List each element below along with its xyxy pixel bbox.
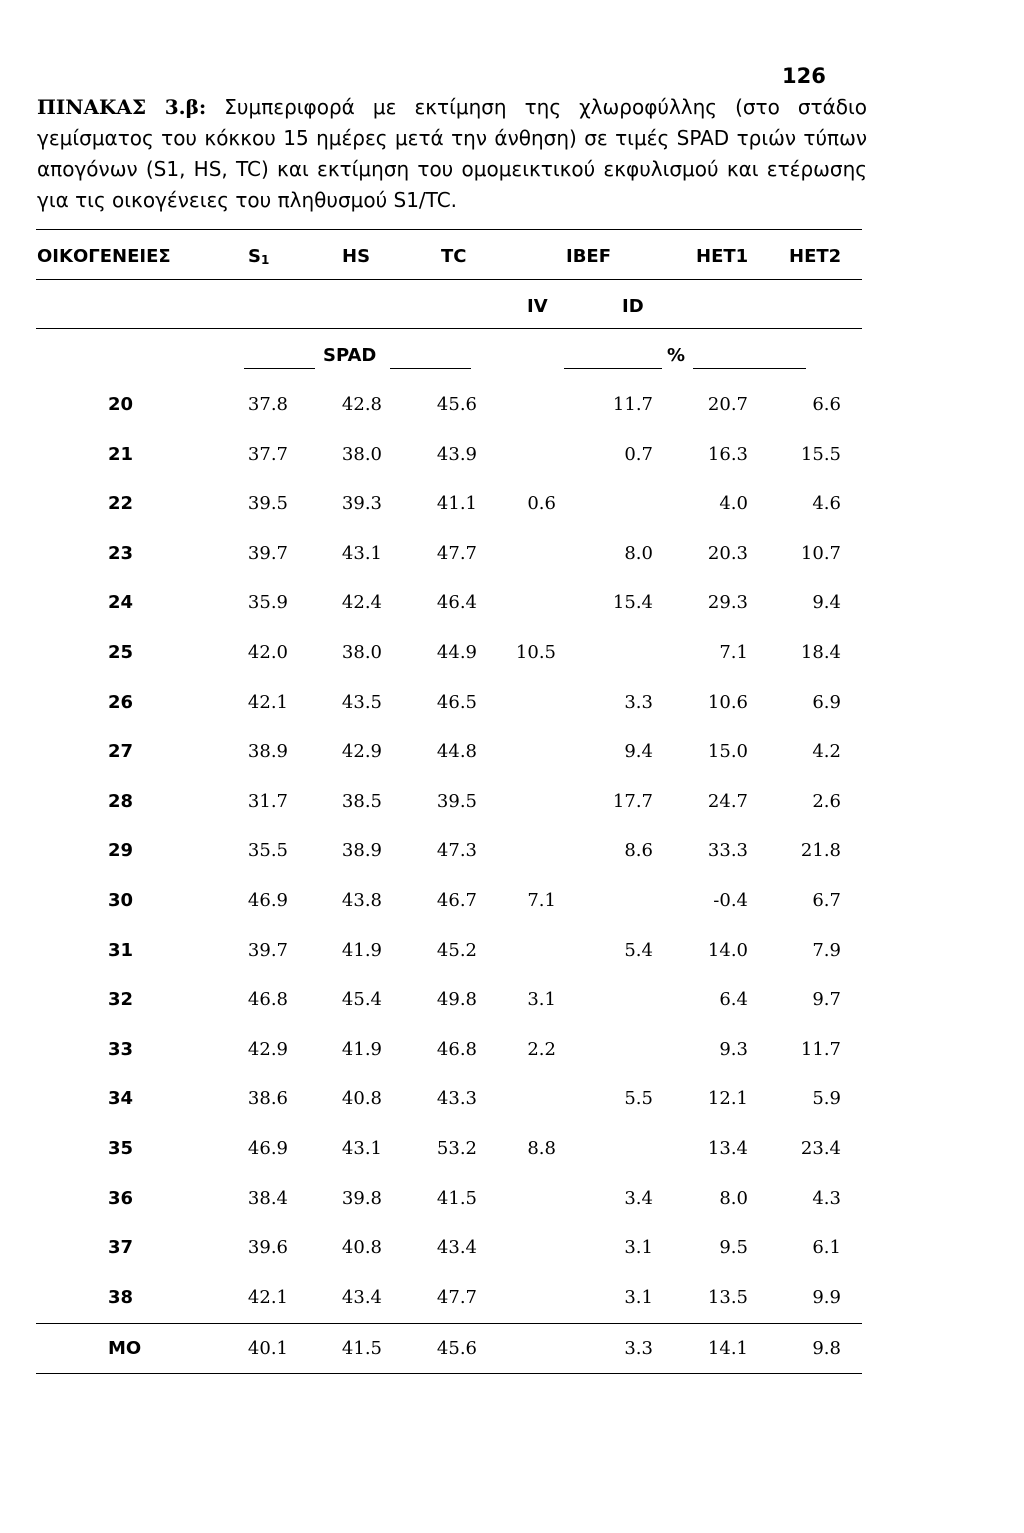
table-row <box>0 989 1024 1021</box>
cell-s1: 46.9 <box>247 890 288 911</box>
cell-id: 3.1 <box>624 1286 653 1308</box>
cell-family: 32 <box>108 989 134 1011</box>
cell-het2: 15.5 <box>800 443 841 465</box>
cell-tc: 41.1 <box>436 493 477 515</box>
cell-het2: 9.8 <box>812 1338 841 1359</box>
cell-het2: 5.9 <box>812 1088 841 1110</box>
cell-het2: 2.6 <box>812 790 841 812</box>
rule-before-mean <box>36 1323 862 1324</box>
header-id: ID <box>622 296 644 317</box>
cell-s1: 46.9 <box>247 1138 288 1159</box>
caption-text: Συμπεριφορά με εκτίμηση της χλωροφύλλης (στο στάδιο γεμίσματος του κόκκου 15 ημέρες μετά την άνθηση) σε τιμές SPAD τριών τύπων απογόνων (S1, HS, TC) και εκτίμηση του ομομεικτικού εκφυλισμού και ετέρωσης για τις οικογένειες του πληθυσμού S1/TC. <box>37 95 867 212</box>
percent-line-left <box>564 368 662 369</box>
table-row <box>0 692 1024 724</box>
cell-id: 8.6 <box>624 840 653 862</box>
cell-het2: 9.9 <box>812 1286 841 1308</box>
cell-het2: 6.1 <box>812 1237 841 1259</box>
cell-s1: 31.7 <box>247 790 288 812</box>
cell-hs: 45.4 <box>341 989 382 1011</box>
caption-lead: ΠΙΝΑΚΑΣ 3.β: <box>37 95 207 119</box>
cell-family: 22 <box>108 493 134 515</box>
cell-id: 0.7 <box>624 443 653 465</box>
cell-het2: 4.3 <box>812 1187 841 1209</box>
header-het1: HET1 <box>696 246 749 267</box>
cell-id: 17.7 <box>612 790 653 812</box>
cell-het1: 20.7 <box>707 394 748 415</box>
page-number: 126 <box>782 64 826 88</box>
header-s1-main: S <box>248 246 261 267</box>
cell-hs: 39.3 <box>341 493 382 515</box>
rule-top <box>36 229 862 230</box>
cell-het1: 14.1 <box>707 1338 748 1359</box>
cell-het1: 10.6 <box>707 691 748 713</box>
cell-hs: 43.5 <box>341 691 382 713</box>
cell-s1: 37.8 <box>247 394 288 415</box>
cell-s1: 35.5 <box>247 840 288 862</box>
cell-hs: 41.9 <box>341 1038 382 1060</box>
cell-het1: 29.3 <box>707 592 748 614</box>
cell-s1: 42.1 <box>247 1286 288 1308</box>
cell-hs: 38.0 <box>341 642 382 663</box>
cell-tc: 45.2 <box>436 939 477 961</box>
cell-hs: 39.8 <box>341 1187 382 1209</box>
cell-het2: 6.7 <box>812 890 841 911</box>
cell-tc: 47.3 <box>436 840 477 862</box>
rule-header <box>36 279 862 280</box>
table-row <box>0 840 1024 872</box>
cell-het2: 9.7 <box>812 989 841 1011</box>
cell-family: 38 <box>108 1286 134 1308</box>
header-het2: HET2 <box>789 246 842 267</box>
cell-het1: 6.4 <box>719 989 748 1011</box>
cell-hs: 43.4 <box>341 1286 382 1308</box>
cell-het1: 13.5 <box>707 1286 748 1308</box>
cell-s1: 42.0 <box>247 642 288 663</box>
cell-family: 35 <box>108 1138 134 1159</box>
cell-family: 23 <box>108 542 134 564</box>
table-row <box>0 1237 1024 1269</box>
cell-family: 24 <box>108 592 134 614</box>
cell-family: 29 <box>108 840 134 862</box>
cell-het1: 7.1 <box>719 642 748 663</box>
cell-s1: 35.9 <box>247 592 288 614</box>
cell-het1: 14.0 <box>707 939 748 961</box>
table-row <box>0 1039 1024 1071</box>
header-tc: TC <box>441 246 467 267</box>
cell-hs: 43.1 <box>341 542 382 564</box>
cell-s1: 39.7 <box>247 939 288 961</box>
cell-id: 11.7 <box>612 394 653 415</box>
table-row <box>0 1138 1024 1170</box>
cell-het1: 33.3 <box>707 840 748 862</box>
cell-iv: 7.1 <box>527 890 556 911</box>
cell-het2: 23.4 <box>800 1138 841 1159</box>
cell-s1: 42.1 <box>247 691 288 713</box>
cell-family: 31 <box>108 939 134 961</box>
cell-tc: 44.8 <box>436 741 477 763</box>
cell-tc: 45.6 <box>436 394 477 415</box>
cell-id: 9.4 <box>624 741 653 763</box>
cell-s1: 38.4 <box>247 1187 288 1209</box>
spad-line-right <box>390 368 471 369</box>
cell-family: 33 <box>108 1038 134 1060</box>
cell-het1: 24.7 <box>707 790 748 812</box>
cell-het1: 12.1 <box>707 1088 748 1110</box>
table-row <box>0 493 1024 525</box>
cell-id: 5.5 <box>624 1088 653 1110</box>
table-row <box>0 394 1024 426</box>
cell-hs: 38.9 <box>341 840 382 862</box>
cell-tc: 53.2 <box>436 1138 477 1159</box>
cell-family: 36 <box>108 1187 134 1209</box>
table-row <box>0 444 1024 476</box>
cell-s1: 39.7 <box>247 542 288 564</box>
cell-family: 25 <box>108 642 134 663</box>
cell-tc: 43.4 <box>436 1237 477 1259</box>
cell-s1: 38.6 <box>247 1088 288 1110</box>
cell-hs: 42.4 <box>341 592 382 614</box>
cell-het2: 10.7 <box>800 542 841 564</box>
table-row <box>0 791 1024 823</box>
rule-subheader <box>36 328 862 329</box>
cell-het2: 4.6 <box>812 493 841 515</box>
header-ibef: IBEF <box>566 246 612 267</box>
cell-hs: 43.8 <box>341 890 382 911</box>
cell-het1: 15.0 <box>707 741 748 763</box>
cell-family: ΜΟ <box>108 1338 142 1359</box>
cell-family: 30 <box>108 890 134 911</box>
table-row <box>0 1088 1024 1120</box>
cell-s1: 46.8 <box>247 989 288 1011</box>
table-row <box>0 1188 1024 1220</box>
cell-tc: 39.5 <box>436 790 477 812</box>
cell-het1: 8.0 <box>719 1187 748 1209</box>
cell-het2: 6.6 <box>812 394 841 415</box>
table-row <box>0 890 1024 922</box>
cell-iv: 2.2 <box>527 1038 556 1060</box>
cell-family: 37 <box>108 1237 134 1259</box>
table-row <box>0 642 1024 674</box>
cell-hs: 40.8 <box>341 1088 382 1110</box>
cell-hs: 43.1 <box>341 1138 382 1159</box>
cell-id: 3.4 <box>624 1187 653 1209</box>
cell-hs: 40.8 <box>341 1237 382 1259</box>
header-s1-sub: 1 <box>260 253 270 267</box>
table-row <box>0 592 1024 624</box>
cell-het1: -0.4 <box>713 890 748 911</box>
cell-family: 34 <box>108 1088 134 1110</box>
cell-family: 27 <box>108 741 134 763</box>
cell-family: 26 <box>108 691 134 713</box>
cell-id: 15.4 <box>612 592 653 614</box>
unit-spad: SPAD <box>323 345 377 366</box>
cell-het1: 16.3 <box>707 443 748 465</box>
cell-hs: 38.0 <box>341 443 382 465</box>
rule-bottom <box>36 1373 862 1374</box>
percent-line-right <box>693 368 806 369</box>
cell-tc: 46.8 <box>436 1038 477 1060</box>
cell-id: 5.4 <box>624 939 653 961</box>
cell-s1: 37.7 <box>247 443 288 465</box>
cell-het2: 11.7 <box>800 1038 841 1060</box>
cell-tc: 47.7 <box>436 1286 477 1308</box>
cell-iv: 0.6 <box>527 493 556 515</box>
cell-s1: 42.9 <box>247 1038 288 1060</box>
cell-id: 3.3 <box>624 691 653 713</box>
cell-iv: 10.5 <box>515 642 556 663</box>
cell-tc: 43.3 <box>436 1088 477 1110</box>
cell-het2: 6.9 <box>812 691 841 713</box>
table-row <box>0 1287 1024 1319</box>
cell-family: 21 <box>108 443 134 465</box>
cell-tc: 46.4 <box>436 592 477 614</box>
header-hs: HS <box>342 246 371 267</box>
cell-tc: 41.5 <box>436 1187 477 1209</box>
cell-hs: 38.5 <box>341 790 382 812</box>
cell-tc: 45.6 <box>436 1338 477 1359</box>
cell-iv: 3.1 <box>527 989 556 1011</box>
cell-id: 8.0 <box>624 542 653 564</box>
header-iv: IV <box>527 296 548 317</box>
cell-tc: 46.5 <box>436 691 477 713</box>
cell-s1: 39.5 <box>247 493 288 515</box>
cell-het2: 21.8 <box>800 840 841 862</box>
table-row <box>0 940 1024 972</box>
cell-id: 3.3 <box>624 1338 653 1359</box>
cell-s1: 39.6 <box>247 1237 288 1259</box>
table-caption <box>37 92 867 216</box>
cell-tc: 47.7 <box>436 542 477 564</box>
cell-het2: 18.4 <box>800 642 841 663</box>
cell-id: 3.1 <box>624 1237 653 1259</box>
spad-line-left <box>244 368 315 369</box>
cell-tc: 46.7 <box>436 890 477 911</box>
cell-hs: 41.5 <box>341 1338 382 1359</box>
table-row <box>0 543 1024 575</box>
cell-family: 20 <box>108 394 134 415</box>
cell-het2: 9.4 <box>812 592 841 614</box>
cell-s1: 40.1 <box>247 1338 288 1359</box>
table-row <box>0 741 1024 773</box>
cell-het1: 9.5 <box>719 1237 748 1259</box>
cell-het1: 4.0 <box>719 493 748 515</box>
cell-family: 28 <box>108 790 134 812</box>
mean-row <box>0 1338 1024 1370</box>
cell-s1: 38.9 <box>247 741 288 763</box>
cell-tc: 44.9 <box>436 642 477 663</box>
cell-hs: 42.8 <box>341 394 382 415</box>
cell-iv: 8.8 <box>527 1138 556 1159</box>
cell-het1: 13.4 <box>707 1138 748 1159</box>
cell-het2: 7.9 <box>812 939 841 961</box>
header-s1 <box>248 246 269 267</box>
unit-percent: % <box>667 345 686 366</box>
cell-het1: 9.3 <box>719 1038 748 1060</box>
cell-tc: 43.9 <box>436 443 477 465</box>
cell-hs: 41.9 <box>341 939 382 961</box>
cell-hs: 42.9 <box>341 741 382 763</box>
header-families: ΟΙΚΟΓΕΝΕΙΕΣ <box>37 246 171 267</box>
cell-tc: 49.8 <box>436 989 477 1011</box>
cell-het1: 20.3 <box>707 542 748 564</box>
cell-het2: 4.2 <box>812 741 841 763</box>
